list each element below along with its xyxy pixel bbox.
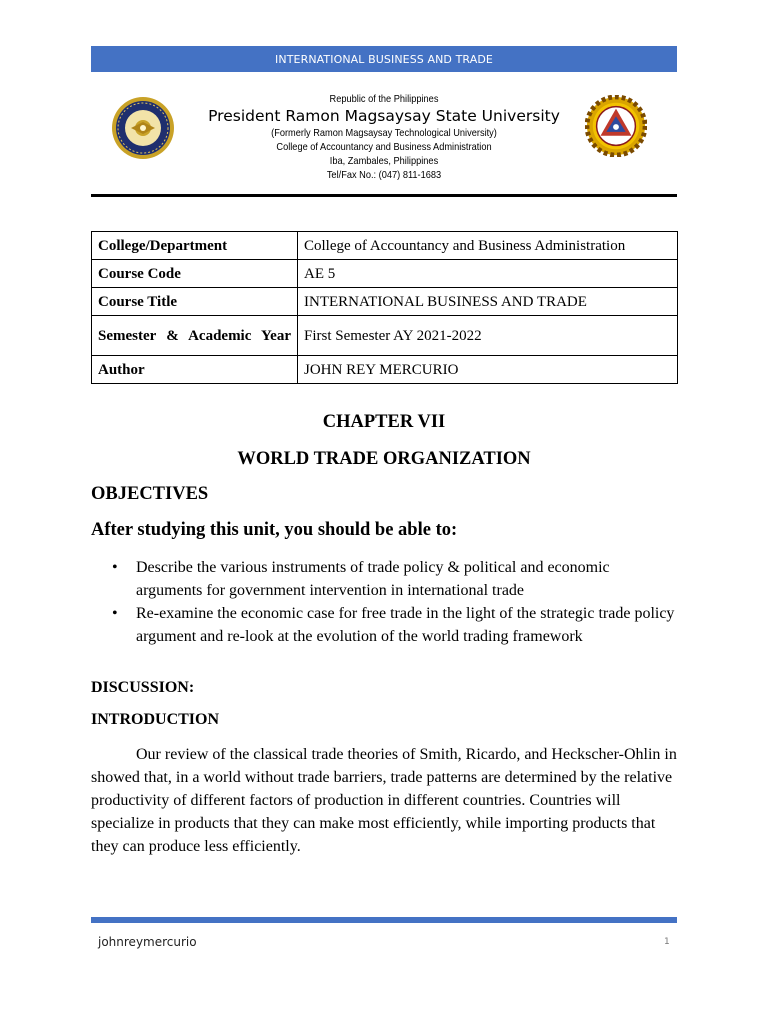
footer-band xyxy=(91,917,677,923)
letterhead xyxy=(91,86,677,186)
university-name: President Ramon Magsaysay State University xyxy=(208,107,560,125)
letterhead-line3: (Formerly Ramon Magsaysay Technological University) xyxy=(271,127,497,139)
introduction-heading: INTRODUCTION xyxy=(91,711,220,728)
table-row xyxy=(92,316,678,356)
table-key: Course Code xyxy=(92,260,298,288)
letterhead-line1: Republic of the Philippines xyxy=(329,93,439,105)
page-number: 1 xyxy=(664,937,670,947)
table-value: College of Accountancy and Business Administration xyxy=(298,232,678,260)
list-item xyxy=(91,602,677,648)
letterhead-divider xyxy=(91,194,677,197)
letterhead-line6: Tel/Fax No.: (047) 811-1683 xyxy=(326,169,442,181)
bullet-icon: • xyxy=(112,559,118,576)
list-item xyxy=(91,556,677,602)
table-key: Author xyxy=(92,356,298,384)
letterhead-line5: Iba, Zambales, Philippines xyxy=(329,155,439,167)
table-value: INTERNATIONAL BUSINESS AND TRADE xyxy=(298,288,678,316)
table-row xyxy=(92,232,678,260)
college-seal-icon xyxy=(585,95,647,157)
objectives-lead: After studying this unit, you should be able to: xyxy=(91,520,458,540)
list-item-text: Re-examine the economic case for free trade in the light of the strategic trade policy argument and re-look at the evolution of the world trading framework xyxy=(136,605,675,645)
introduction-paragraph: Our review of the classical trade theories of Smith, Ricardo, and Heckscher-Ohlin in showed that, in a world without trade barriers, trade patterns are determined by the relative productivity of different factors of production in different countries. Countries will specialize in products that they can make most efficiently, while importing products that they can produce less efficiently. xyxy=(91,746,677,855)
letterhead-line4: College of Accountancy and Business Administration xyxy=(276,141,492,153)
chapter-title: WORLD TRADE ORGANIZATION xyxy=(237,449,531,469)
chapter-number: CHAPTER VII xyxy=(322,412,446,432)
objectives-heading: OBJECTIVES xyxy=(91,484,209,504)
header-band-text: INTERNATIONAL BUSINESS AND TRADE xyxy=(275,52,493,66)
table-key xyxy=(92,316,298,356)
table-key-text: Semester & Academic Year xyxy=(98,327,291,344)
footer-author: johnreymercurio xyxy=(98,935,197,949)
table-value: AE 5 xyxy=(298,260,678,288)
table-key: College/Department xyxy=(92,232,298,260)
objectives-list xyxy=(91,556,677,648)
bullet-icon: • xyxy=(112,605,118,622)
list-item-text: Describe the various instruments of trade policy & political and economic arguments for government intervention in international trade xyxy=(136,559,610,599)
table-row xyxy=(92,288,678,316)
table-value: First Semester AY 2021-2022 xyxy=(298,316,678,356)
discussion-heading: DISCUSSION: xyxy=(91,679,195,696)
table-key: Course Title xyxy=(92,288,298,316)
header-band xyxy=(91,46,677,72)
course-info-table xyxy=(91,231,678,384)
table-row xyxy=(92,356,678,384)
table-value: JOHN REY MERCURIO xyxy=(298,356,678,384)
table-row xyxy=(92,260,678,288)
